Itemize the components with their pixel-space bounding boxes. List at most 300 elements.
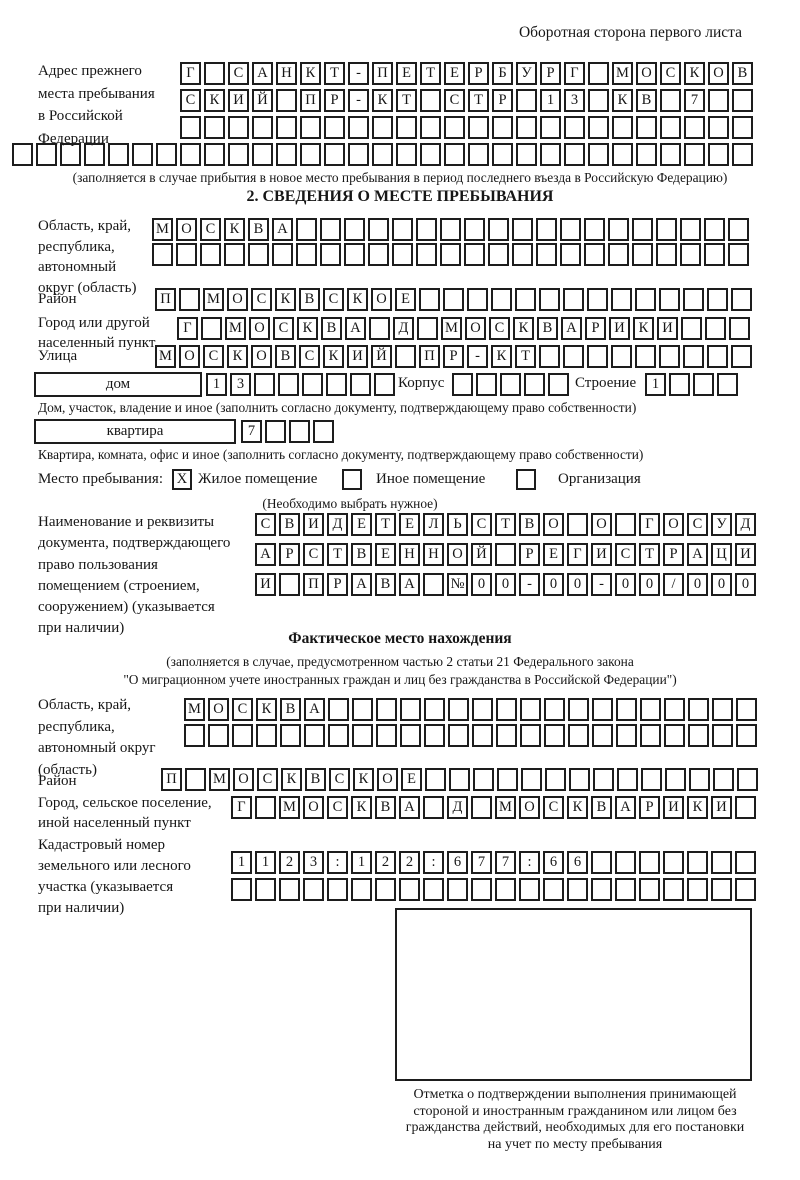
- fact-region-label: [38, 695, 156, 781]
- char-cell: С: [200, 218, 221, 241]
- char-cell: С: [203, 345, 224, 368]
- prev-address-note: (заполняется в случае прибытия в новое место пребывания в период последнего въезда в Российскую Федерацию): [72, 170, 728, 185]
- char-cell: Г: [639, 513, 660, 536]
- char-cell: [420, 143, 441, 166]
- char-cell: О: [227, 288, 248, 311]
- prev-address-row-4: [12, 143, 753, 166]
- char-cell: М: [184, 698, 205, 721]
- char-cell: [664, 698, 685, 721]
- char-cell: О: [447, 543, 468, 566]
- char-cell: 1: [645, 373, 666, 396]
- char-cell: М: [495, 796, 516, 819]
- char-cell: [711, 878, 732, 901]
- char-cell: И: [347, 345, 368, 368]
- char-cell: [464, 218, 485, 241]
- char-cell: [296, 218, 317, 241]
- char-cell: [732, 89, 753, 112]
- char-cell: 0: [735, 573, 756, 596]
- char-cell: К: [372, 89, 393, 112]
- char-cell: [548, 373, 569, 396]
- label-line: Федерации: [38, 130, 109, 147]
- char-cell: К: [297, 317, 318, 340]
- char-cell: К: [281, 768, 302, 791]
- char-cell: [689, 768, 710, 791]
- label-line: иной населенный пункт: [38, 815, 191, 831]
- char-cell: И: [711, 796, 732, 819]
- char-cell: П: [372, 62, 393, 85]
- char-cell: С: [323, 288, 344, 311]
- char-cell: [656, 243, 677, 266]
- char-cell: [324, 143, 345, 166]
- char-cell: 0: [471, 573, 492, 596]
- char-cell: [472, 724, 493, 747]
- fact-region-row-2: [184, 724, 757, 747]
- label-line: гражданства действий, необходимых для его постановки: [405, 1120, 745, 1135]
- char-cell: [684, 143, 705, 166]
- stamp-box: [395, 908, 752, 1081]
- label-line: (область): [38, 761, 97, 778]
- cadastral-row-1: [231, 851, 756, 874]
- char-cell: К: [353, 768, 374, 791]
- char-cell: Р: [468, 62, 489, 85]
- label-line: документа, подтверждающего: [38, 535, 231, 552]
- char-cell: [608, 243, 629, 266]
- char-cell: [584, 243, 605, 266]
- char-cell: [564, 116, 585, 139]
- char-cell: Т: [420, 62, 441, 85]
- char-cell: 2: [399, 851, 420, 874]
- char-cell: [228, 143, 249, 166]
- char-cell: [539, 288, 560, 311]
- char-cell: 6: [543, 851, 564, 874]
- char-cell: [615, 513, 636, 536]
- char-cell: Ь: [447, 513, 468, 536]
- char-cell: [368, 218, 389, 241]
- char-cell: [448, 698, 469, 721]
- char-cell: Й: [252, 89, 273, 112]
- char-cell: [420, 116, 441, 139]
- char-cell: [567, 878, 588, 901]
- char-cell: [608, 218, 629, 241]
- stay-type-label: Место пребывания:: [38, 471, 163, 487]
- char-cell: [669, 373, 690, 396]
- char-cell: [519, 878, 540, 901]
- checkbox-organization: [516, 469, 536, 490]
- char-cell: Р: [327, 573, 348, 596]
- char-cell: [492, 116, 513, 139]
- char-cell: М: [209, 768, 230, 791]
- label-line: Кадастровый номер: [38, 837, 165, 853]
- char-cell: [536, 218, 557, 241]
- char-cell: [289, 420, 310, 443]
- char-cell: [693, 373, 714, 396]
- char-cell: [639, 851, 660, 874]
- label-line: в Российской: [38, 108, 123, 124]
- char-cell: [12, 143, 33, 166]
- char-cell: С: [327, 796, 348, 819]
- char-cell: В: [537, 317, 558, 340]
- char-cell: Т: [639, 543, 660, 566]
- char-cell: А: [687, 543, 708, 566]
- char-cell: [488, 243, 509, 266]
- char-cell: Ц: [711, 543, 732, 566]
- char-cell: [472, 698, 493, 721]
- char-cell: Е: [401, 768, 422, 791]
- char-cell: С: [687, 513, 708, 536]
- char-cell: И: [609, 317, 630, 340]
- char-cell: [588, 62, 609, 85]
- char-cell: О: [371, 288, 392, 311]
- label-line: Область, край,: [38, 697, 132, 713]
- fact-region-row-1: [184, 698, 757, 721]
- char-cell: Т: [468, 89, 489, 112]
- char-cell: [392, 243, 413, 266]
- char-cell: [200, 243, 221, 266]
- char-cell: [416, 243, 437, 266]
- label-line: округ (область): [38, 279, 137, 296]
- char-cell: [516, 89, 537, 112]
- char-cell: [704, 218, 725, 241]
- char-cell: С: [329, 768, 350, 791]
- char-cell: [713, 768, 734, 791]
- region-row-1: [152, 218, 749, 241]
- char-cell: И: [303, 513, 324, 536]
- char-cell: [492, 143, 513, 166]
- char-cell: Д: [447, 796, 468, 819]
- char-cell: М: [279, 796, 300, 819]
- char-cell: [663, 851, 684, 874]
- char-cell: :: [423, 851, 444, 874]
- char-cell: [348, 116, 369, 139]
- char-cell: [208, 724, 229, 747]
- char-cell: Р: [279, 543, 300, 566]
- label-line: земельного или лесного: [38, 858, 191, 874]
- char-cell: Д: [735, 513, 756, 536]
- char-cell: [180, 116, 201, 139]
- char-cell: 1: [231, 851, 252, 874]
- char-cell: К: [227, 345, 248, 368]
- char-cell: [656, 218, 677, 241]
- char-cell: [231, 878, 252, 901]
- char-cell: К: [612, 89, 633, 112]
- char-cell: [156, 143, 177, 166]
- char-cell: В: [591, 796, 612, 819]
- char-cell: П: [155, 288, 176, 311]
- char-cell: -: [519, 573, 540, 596]
- char-cell: [729, 317, 750, 340]
- char-cell: Й: [371, 345, 392, 368]
- char-cell: 2: [375, 851, 396, 874]
- char-cell: [684, 116, 705, 139]
- char-cell: 7: [495, 851, 516, 874]
- apartment-note: Квартира, комната, офис и иное (заполнить согласно документу, подтверждающему право собственности): [38, 447, 644, 462]
- street-label: Улица: [38, 348, 78, 364]
- char-cell: С: [303, 543, 324, 566]
- char-cell: [496, 698, 517, 721]
- char-cell: А: [345, 317, 366, 340]
- char-cell: Р: [324, 89, 345, 112]
- char-cell: [252, 116, 273, 139]
- label-line: места пребывания: [38, 85, 155, 102]
- char-cell: [560, 218, 581, 241]
- char-cell: [663, 878, 684, 901]
- label-line: Адрес прежнего: [38, 63, 142, 79]
- char-cell: [272, 243, 293, 266]
- char-cell: Т: [396, 89, 417, 112]
- prev-address-row-2: [180, 89, 753, 112]
- char-cell: [640, 698, 661, 721]
- label-line: республика,: [38, 238, 115, 255]
- char-cell: О: [303, 796, 324, 819]
- char-cell: [376, 698, 397, 721]
- char-cell: А: [255, 543, 276, 566]
- char-cell: В: [279, 513, 300, 536]
- char-cell: В: [375, 796, 396, 819]
- char-cell: [471, 796, 492, 819]
- char-cell: [256, 724, 277, 747]
- char-cell: М: [203, 288, 224, 311]
- char-cell: С: [180, 89, 201, 112]
- house-box: [34, 372, 202, 397]
- char-cell: В: [519, 513, 540, 536]
- label-line: помещением (строением,: [38, 577, 200, 594]
- char-cell: И: [591, 543, 612, 566]
- char-cell: [592, 698, 613, 721]
- char-cell: [521, 768, 542, 791]
- char-cell: [495, 878, 516, 901]
- char-cell: [496, 724, 517, 747]
- char-cell: [252, 143, 273, 166]
- char-cell: [591, 851, 612, 874]
- char-cell: :: [519, 851, 540, 874]
- char-cell: 7: [241, 420, 262, 443]
- char-cell: Г: [180, 62, 201, 85]
- char-cell: [265, 420, 286, 443]
- char-cell: [420, 89, 441, 112]
- char-cell: 7: [684, 89, 705, 112]
- char-cell: Й: [471, 543, 492, 566]
- char-cell: [617, 768, 638, 791]
- header-note: Оборотная сторона первого листа: [518, 24, 742, 41]
- char-cell: [204, 143, 225, 166]
- city-row: [177, 317, 750, 340]
- checkbox-residential: X: [172, 469, 192, 490]
- char-cell: С: [444, 89, 465, 112]
- char-cell: [424, 698, 445, 721]
- char-cell: К: [256, 698, 277, 721]
- char-cell: Г: [231, 796, 252, 819]
- apartment-box-label: квартира: [106, 423, 164, 439]
- label-line: право пользования: [38, 556, 158, 573]
- char-cell: [280, 724, 301, 747]
- char-cell: 1: [206, 373, 227, 396]
- char-cell: 0: [495, 573, 516, 596]
- char-cell: [736, 724, 757, 747]
- char-cell: [254, 373, 275, 396]
- char-cell: [568, 698, 589, 721]
- char-cell: Е: [395, 288, 416, 311]
- char-cell: [425, 768, 446, 791]
- char-cell: [392, 218, 413, 241]
- char-cell: [736, 698, 757, 721]
- char-cell: М: [225, 317, 246, 340]
- char-cell: [372, 143, 393, 166]
- char-cell: [304, 724, 325, 747]
- char-cell: [471, 878, 492, 901]
- char-cell: С: [615, 543, 636, 566]
- char-cell: [417, 317, 438, 340]
- char-cell: Г: [177, 317, 198, 340]
- char-cell: 3: [564, 89, 585, 112]
- char-cell: В: [732, 62, 753, 85]
- char-cell: [276, 89, 297, 112]
- char-cell: [641, 768, 662, 791]
- korpus-label: Корпус: [398, 375, 445, 391]
- char-cell: [276, 116, 297, 139]
- char-cell: [255, 878, 276, 901]
- char-cell: [185, 768, 206, 791]
- char-cell: [520, 724, 541, 747]
- char-cell: [279, 573, 300, 596]
- char-cell: [300, 116, 321, 139]
- char-cell: К: [567, 796, 588, 819]
- char-cell: [491, 288, 512, 311]
- char-cell: В: [280, 698, 301, 721]
- char-cell: [152, 243, 173, 266]
- fact-title: Фактическое место нахождения: [288, 630, 512, 647]
- stay-type-note: (Необходимо выбрать нужное): [262, 496, 438, 511]
- char-cell: К: [323, 345, 344, 368]
- label-line: Область, край,: [38, 218, 132, 234]
- char-cell: [440, 218, 461, 241]
- char-cell: [515, 288, 536, 311]
- char-cell: :: [327, 851, 348, 874]
- char-cell: [423, 573, 444, 596]
- char-cell: А: [399, 796, 420, 819]
- checkbox-other-premises: [342, 469, 362, 490]
- char-cell: [495, 543, 516, 566]
- char-cell: [683, 345, 704, 368]
- char-cell: Е: [351, 513, 372, 536]
- char-cell: [440, 243, 461, 266]
- char-cell: [731, 288, 752, 311]
- char-cell: [452, 373, 473, 396]
- char-cell: [563, 288, 584, 311]
- char-cell: 0: [615, 573, 636, 596]
- region-label: [38, 216, 136, 298]
- char-cell: О: [708, 62, 729, 85]
- char-cell: Д: [393, 317, 414, 340]
- char-cell: 7: [471, 851, 492, 874]
- char-cell: А: [399, 573, 420, 596]
- char-cell: [448, 724, 469, 747]
- section2-title: 2. СВЕДЕНИЯ О МЕСТЕ ПРЕБЫВАНИЯ: [246, 188, 554, 205]
- char-cell: [639, 878, 660, 901]
- document-row-3: [255, 573, 756, 596]
- char-cell: 0: [687, 573, 708, 596]
- char-cell: П: [303, 573, 324, 596]
- char-cell: С: [299, 345, 320, 368]
- char-cell: [464, 243, 485, 266]
- char-cell: [540, 143, 561, 166]
- char-cell: [468, 143, 489, 166]
- char-cell: О: [179, 345, 200, 368]
- char-cell: [516, 143, 537, 166]
- char-cell: [636, 143, 657, 166]
- char-cell: В: [275, 345, 296, 368]
- stamp-note: [368, 1087, 782, 1153]
- char-cell: Е: [396, 62, 417, 85]
- char-cell: [708, 116, 729, 139]
- char-cell: [564, 143, 585, 166]
- char-cell: [84, 143, 105, 166]
- char-cell: [444, 116, 465, 139]
- char-cell: [539, 345, 560, 368]
- char-cell: 0: [711, 573, 732, 596]
- label-line: "О миграционном учете иностранных граждан и лиц без гражданства в Российской Федерации"): [123, 672, 677, 687]
- label-line: Город или другой: [38, 315, 150, 331]
- district-row: [155, 288, 752, 311]
- char-cell: 0: [567, 573, 588, 596]
- char-cell: [344, 218, 365, 241]
- char-cell: [36, 143, 57, 166]
- prev-address-row-3: [180, 116, 753, 139]
- char-cell: [399, 878, 420, 901]
- char-cell: [704, 243, 725, 266]
- char-cell: [372, 116, 393, 139]
- char-cell: П: [300, 89, 321, 112]
- char-cell: [632, 243, 653, 266]
- char-cell: [313, 420, 334, 443]
- char-cell: Р: [540, 62, 561, 85]
- char-cell: [587, 288, 608, 311]
- stroenie-row: [645, 373, 738, 396]
- char-cell: [569, 768, 590, 791]
- char-cell: [616, 724, 637, 747]
- region-row-2: [152, 243, 749, 266]
- char-cell: М: [441, 317, 462, 340]
- char-cell: [584, 218, 605, 241]
- char-cell: [688, 724, 709, 747]
- char-cell: О: [663, 513, 684, 536]
- char-cell: [681, 317, 702, 340]
- char-cell: К: [224, 218, 245, 241]
- char-cell: Е: [375, 543, 396, 566]
- label-line: участка (указывается: [38, 879, 174, 895]
- char-cell: [732, 143, 753, 166]
- char-cell: [543, 878, 564, 901]
- district-label: Район: [38, 291, 77, 307]
- char-cell: [276, 143, 297, 166]
- char-cell: [228, 116, 249, 139]
- char-cell: К: [687, 796, 708, 819]
- char-cell: [447, 878, 468, 901]
- label-line: республика,: [38, 718, 115, 735]
- char-cell: [567, 513, 588, 536]
- char-cell: -: [348, 89, 369, 112]
- char-cell: [396, 116, 417, 139]
- char-cell: [449, 768, 470, 791]
- char-cell: [473, 768, 494, 791]
- char-cell: [201, 317, 222, 340]
- char-cell: [204, 116, 225, 139]
- char-cell: С: [273, 317, 294, 340]
- prev-address-row-1: [180, 62, 753, 85]
- label-line: стороной и иностранным гражданином или лицом без: [413, 1103, 737, 1119]
- char-cell: Н: [423, 543, 444, 566]
- char-cell: [635, 345, 656, 368]
- char-cell: Н: [399, 543, 420, 566]
